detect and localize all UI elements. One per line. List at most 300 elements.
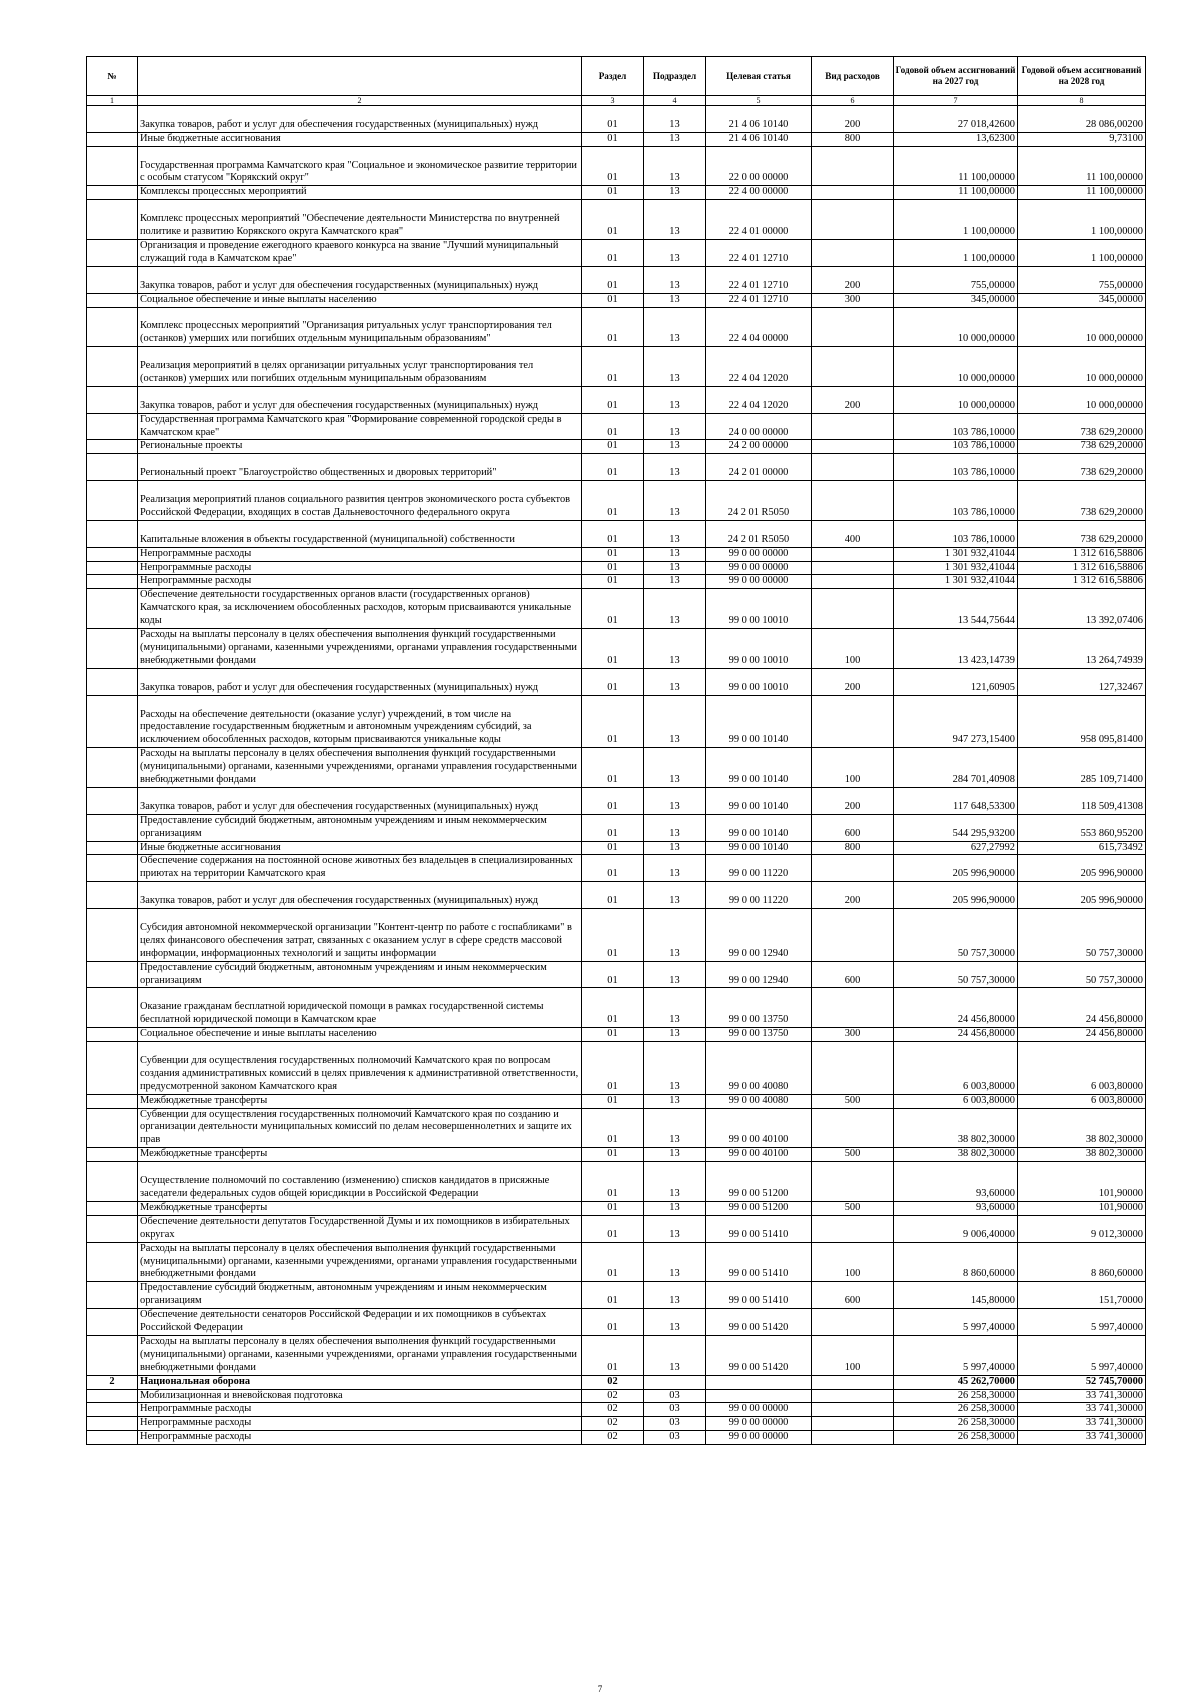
row-expense-type bbox=[812, 413, 894, 440]
row-expense-type bbox=[812, 347, 894, 387]
row-number bbox=[87, 1148, 138, 1162]
table-row bbox=[87, 440, 1146, 454]
table-row bbox=[87, 347, 1146, 387]
row-target-article: 24 2 01 R5050 bbox=[706, 481, 812, 521]
table-body bbox=[87, 106, 1146, 1445]
column-number: 1 bbox=[87, 96, 138, 106]
row-subsection: 13 bbox=[644, 748, 706, 788]
row-name: Субсидия автономной некоммерческой организации "Контент-центр по работе с госпабликами" в целях финансового обеспечения затрат, связанных с оказанием услуг в сфере средств массовой информации, информационных технологий и защиты информации bbox=[138, 909, 582, 962]
row-number bbox=[87, 961, 138, 988]
row-amount-2027: 10 000,00000 bbox=[894, 347, 1018, 387]
row-amount-2028: 6 003,80000 bbox=[1018, 1042, 1146, 1095]
row-target-article: 99 0 00 00000 bbox=[706, 575, 812, 589]
row-name: Обеспечение деятельности государственных органов власти (государственных органов) Камчатского края, за исключением обособленных расходов, которым присваиваются уникальные коды bbox=[138, 589, 582, 629]
row-target-article: 99 0 00 10010 bbox=[706, 589, 812, 629]
row-target-article: 99 0 00 51200 bbox=[706, 1201, 812, 1215]
row-expense-type bbox=[812, 186, 894, 200]
row-number bbox=[87, 814, 138, 841]
row-expense-type bbox=[812, 561, 894, 575]
page-number: 7 bbox=[597, 1684, 603, 1694]
row-section: 01 bbox=[582, 882, 644, 909]
row-amount-2027: 1 100,00000 bbox=[894, 200, 1018, 240]
row-amount-2028: 13 392,07406 bbox=[1018, 589, 1146, 629]
table-row bbox=[87, 855, 1146, 882]
row-subsection: 13 bbox=[644, 814, 706, 841]
row-amount-2027: 26 258,30000 bbox=[894, 1403, 1018, 1417]
row-name: Расходы на обеспечение деятельности (оказание услуг) учреждений, в том числе на предоставление государственным бюджетным и автономным учреждениям субсидий, за исключением обособленных расходов, которым присваиваются уникальные коды bbox=[138, 695, 582, 748]
row-subsection: 13 bbox=[644, 293, 706, 307]
table-row bbox=[87, 1417, 1146, 1431]
table-row bbox=[87, 909, 1146, 962]
row-expense-type: 500 bbox=[812, 1094, 894, 1108]
row-target-article: 99 0 00 40080 bbox=[706, 1094, 812, 1108]
row-expense-type: 100 bbox=[812, 1335, 894, 1375]
row-section: 01 bbox=[582, 386, 644, 413]
row-subsection: 13 bbox=[644, 1028, 706, 1042]
row-amount-2027: 38 802,30000 bbox=[894, 1108, 1018, 1148]
row-expense-type bbox=[812, 1431, 894, 1445]
table-row bbox=[87, 520, 1146, 547]
row-number bbox=[87, 106, 138, 133]
row-number bbox=[87, 239, 138, 266]
row-target-article: 99 0 00 51420 bbox=[706, 1309, 812, 1336]
row-subsection: 03 bbox=[644, 1417, 706, 1431]
row-amount-2028: 33 741,30000 bbox=[1018, 1403, 1146, 1417]
row-number bbox=[87, 440, 138, 454]
row-subsection: 13 bbox=[644, 855, 706, 882]
row-section: 01 bbox=[582, 961, 644, 988]
row-amount-2028: 738 629,20000 bbox=[1018, 440, 1146, 454]
table-row bbox=[87, 1162, 1146, 1202]
row-amount-2028: 10 000,00000 bbox=[1018, 347, 1146, 387]
row-target-article: 22 4 00 00000 bbox=[706, 186, 812, 200]
row-name: Расходы на выплаты персоналу в целях обеспечения выполнения функций государственными (муниципальными) органами, казенными учреждениями, органами управления государственными внебюджетными фондами bbox=[138, 1335, 582, 1375]
row-expense-type: 600 bbox=[812, 1282, 894, 1309]
row-expense-type: 800 bbox=[812, 132, 894, 146]
row-section: 02 bbox=[582, 1403, 644, 1417]
row-section: 01 bbox=[582, 1162, 644, 1202]
table-row bbox=[87, 454, 1146, 481]
row-target-article: 22 4 01 00000 bbox=[706, 200, 812, 240]
row-subsection: 13 bbox=[644, 347, 706, 387]
row-amount-2028: 10 000,00000 bbox=[1018, 307, 1146, 347]
row-subsection: 13 bbox=[644, 1162, 706, 1202]
column-number-row bbox=[87, 96, 1146, 106]
row-number bbox=[87, 695, 138, 748]
row-subsection: 13 bbox=[644, 787, 706, 814]
row-name: Непрограммные расходы bbox=[138, 1431, 582, 1445]
row-number bbox=[87, 307, 138, 347]
row-expense-type: 300 bbox=[812, 293, 894, 307]
row-name: Межбюджетные трансферты bbox=[138, 1201, 582, 1215]
row-subsection: 13 bbox=[644, 454, 706, 481]
row-target-article: 99 0 00 40100 bbox=[706, 1108, 812, 1148]
table-row bbox=[87, 106, 1146, 133]
row-section: 01 bbox=[582, 520, 644, 547]
row-section: 01 bbox=[582, 1148, 644, 1162]
table-row bbox=[87, 413, 1146, 440]
row-subsection: 13 bbox=[644, 1215, 706, 1242]
row-amount-2027: 117 648,53300 bbox=[894, 787, 1018, 814]
row-amount-2027: 947 273,15400 bbox=[894, 695, 1018, 748]
row-amount-2028: 101,90000 bbox=[1018, 1201, 1146, 1215]
row-section: 01 bbox=[582, 909, 644, 962]
row-number bbox=[87, 748, 138, 788]
row-amount-2027: 50 757,30000 bbox=[894, 961, 1018, 988]
row-name: Обеспечение деятельности сенаторов Российской Федерации и их помощников в субъектах Российской Федерации bbox=[138, 1309, 582, 1336]
table-row bbox=[87, 146, 1146, 186]
row-target-article: 99 0 00 10010 bbox=[706, 629, 812, 669]
column-number: 3 bbox=[582, 96, 644, 106]
row-amount-2027: 9 006,40000 bbox=[894, 1215, 1018, 1242]
row-target-article: 99 0 00 00000 bbox=[706, 1403, 812, 1417]
row-expense-type: 800 bbox=[812, 841, 894, 855]
header-amount-2027: Годовой объем ассигнований на 2027 год bbox=[894, 57, 1018, 96]
row-number bbox=[87, 882, 138, 909]
row-section: 01 bbox=[582, 1201, 644, 1215]
row-section: 01 bbox=[582, 841, 644, 855]
row-number bbox=[87, 293, 138, 307]
row-section: 01 bbox=[582, 575, 644, 589]
row-expense-type: 100 bbox=[812, 748, 894, 788]
table-row bbox=[87, 132, 1146, 146]
table-row bbox=[87, 1431, 1146, 1445]
row-subsection: 13 bbox=[644, 1335, 706, 1375]
row-subsection: 13 bbox=[644, 575, 706, 589]
row-amount-2028: 738 629,20000 bbox=[1018, 481, 1146, 521]
row-expense-type: 200 bbox=[812, 787, 894, 814]
row-target-article: 22 4 04 12020 bbox=[706, 347, 812, 387]
row-amount-2027: 103 786,10000 bbox=[894, 454, 1018, 481]
row-expense-type bbox=[812, 695, 894, 748]
row-amount-2027: 6 003,80000 bbox=[894, 1042, 1018, 1095]
row-section: 01 bbox=[582, 748, 644, 788]
row-amount-2028: 205 996,90000 bbox=[1018, 882, 1146, 909]
row-amount-2028: 958 095,81400 bbox=[1018, 695, 1146, 748]
row-amount-2027: 11 100,00000 bbox=[894, 186, 1018, 200]
row-amount-2027: 755,00000 bbox=[894, 266, 1018, 293]
row-number bbox=[87, 855, 138, 882]
row-section: 01 bbox=[582, 1215, 644, 1242]
row-number bbox=[87, 1042, 138, 1095]
table-row bbox=[87, 293, 1146, 307]
row-amount-2028: 11 100,00000 bbox=[1018, 186, 1146, 200]
row-number bbox=[87, 454, 138, 481]
row-name: Государственная программа Камчатского края "Социальное и экономическое развитие территории с особым статусом "Корякский округ" bbox=[138, 146, 582, 186]
row-expense-type: 500 bbox=[812, 1148, 894, 1162]
row-amount-2028: 38 802,30000 bbox=[1018, 1148, 1146, 1162]
row-number bbox=[87, 909, 138, 962]
row-amount-2028: 1 312 616,58806 bbox=[1018, 547, 1146, 561]
header-row bbox=[87, 57, 1146, 96]
row-subsection: 13 bbox=[644, 547, 706, 561]
row-number bbox=[87, 575, 138, 589]
row-number bbox=[87, 520, 138, 547]
table-row bbox=[87, 748, 1146, 788]
row-section: 01 bbox=[582, 200, 644, 240]
row-target-article: 22 4 01 12710 bbox=[706, 293, 812, 307]
row-amount-2028: 151,70000 bbox=[1018, 1282, 1146, 1309]
row-name: Осуществление полномочий по составлению (изменению) списков кандидатов в присяжные заседатели федеральных судов общей юрисдикции в Российской Федерации bbox=[138, 1162, 582, 1202]
row-amount-2027: 1 100,00000 bbox=[894, 239, 1018, 266]
row-number bbox=[87, 668, 138, 695]
row-amount-2028: 285 109,71400 bbox=[1018, 748, 1146, 788]
row-expense-type: 500 bbox=[812, 1201, 894, 1215]
row-amount-2028: 9 012,30000 bbox=[1018, 1215, 1146, 1242]
row-amount-2028: 738 629,20000 bbox=[1018, 520, 1146, 547]
row-expense-type bbox=[812, 1162, 894, 1202]
row-amount-2027: 10 000,00000 bbox=[894, 307, 1018, 347]
row-section: 01 bbox=[582, 440, 644, 454]
row-name: Реализация мероприятий планов социального развития центров экономического роста субъектов Российской Федерации, входящих в состав Дальневосточного федерального округа bbox=[138, 481, 582, 521]
row-section: 01 bbox=[582, 307, 644, 347]
row-target-article: 99 0 00 00000 bbox=[706, 1417, 812, 1431]
row-amount-2027: 13 423,14739 bbox=[894, 629, 1018, 669]
row-section: 01 bbox=[582, 1282, 644, 1309]
table-row bbox=[87, 200, 1146, 240]
row-subsection: 13 bbox=[644, 106, 706, 133]
row-amount-2027: 50 757,30000 bbox=[894, 909, 1018, 962]
row-name: Обеспечение деятельности депутатов Государственной Думы и их помощников в избирательных округах bbox=[138, 1215, 582, 1242]
row-target-article: 99 0 00 10140 bbox=[706, 748, 812, 788]
row-expense-type: 200 bbox=[812, 386, 894, 413]
row-amount-2028: 11 100,00000 bbox=[1018, 146, 1146, 186]
row-amount-2028: 24 456,80000 bbox=[1018, 988, 1146, 1028]
row-name: Непрограммные расходы bbox=[138, 575, 582, 589]
row-name: Региональный проект "Благоустройство общественных и дворовых территорий" bbox=[138, 454, 582, 481]
row-expense-type bbox=[812, 200, 894, 240]
row-subsection: 13 bbox=[644, 186, 706, 200]
row-name: Закупка товаров, работ и услуг для обеспечения государственных (муниципальных) нужд bbox=[138, 882, 582, 909]
row-subsection: 13 bbox=[644, 1309, 706, 1336]
row-expense-type bbox=[812, 909, 894, 962]
row-number bbox=[87, 1028, 138, 1042]
row-amount-2028: 9,73100 bbox=[1018, 132, 1146, 146]
row-amount-2027: 24 456,80000 bbox=[894, 1028, 1018, 1042]
row-subsection: 13 bbox=[644, 440, 706, 454]
column-number: 7 bbox=[894, 96, 1018, 106]
row-amount-2028: 38 802,30000 bbox=[1018, 1108, 1146, 1148]
row-number bbox=[87, 1108, 138, 1148]
header-number: № bbox=[87, 57, 138, 96]
row-target-article: 99 0 00 51410 bbox=[706, 1215, 812, 1242]
row-expense-type bbox=[812, 1375, 894, 1389]
row-number bbox=[87, 589, 138, 629]
row-amount-2027: 11 100,00000 bbox=[894, 146, 1018, 186]
row-amount-2027: 103 786,10000 bbox=[894, 440, 1018, 454]
row-section: 01 bbox=[582, 186, 644, 200]
row-target-article: 22 4 04 12020 bbox=[706, 386, 812, 413]
table-row bbox=[87, 186, 1146, 200]
row-number bbox=[87, 1242, 138, 1282]
row-amount-2028: 8 860,60000 bbox=[1018, 1242, 1146, 1282]
row-amount-2028: 738 629,20000 bbox=[1018, 454, 1146, 481]
row-expense-type: 200 bbox=[812, 882, 894, 909]
row-amount-2028: 50 757,30000 bbox=[1018, 909, 1146, 962]
row-target-article: 24 2 01 00000 bbox=[706, 454, 812, 481]
row-expense-type bbox=[812, 307, 894, 347]
row-subsection: 13 bbox=[644, 1242, 706, 1282]
row-section: 01 bbox=[582, 988, 644, 1028]
row-target-article: 99 0 00 40080 bbox=[706, 1042, 812, 1095]
row-amount-2028: 205 996,90000 bbox=[1018, 855, 1146, 882]
table-row bbox=[87, 1042, 1146, 1095]
row-section: 01 bbox=[582, 1108, 644, 1148]
row-expense-type bbox=[812, 1215, 894, 1242]
row-subsection: 13 bbox=[644, 589, 706, 629]
table-row bbox=[87, 1375, 1146, 1389]
column-number: 4 bbox=[644, 96, 706, 106]
row-section: 01 bbox=[582, 413, 644, 440]
row-expense-type bbox=[812, 1417, 894, 1431]
row-section: 01 bbox=[582, 629, 644, 669]
row-section: 01 bbox=[582, 146, 644, 186]
row-name: Обеспечение содержания на постоянной основе животных без владельцев в специализированных приютах на территории Камчатского края bbox=[138, 855, 582, 882]
row-name: Мобилизационная и вневойсковая подготовка bbox=[138, 1389, 582, 1403]
row-expense-type: 400 bbox=[812, 520, 894, 547]
row-target-article: 99 0 00 12940 bbox=[706, 961, 812, 988]
row-subsection: 13 bbox=[644, 520, 706, 547]
row-amount-2027: 93,60000 bbox=[894, 1201, 1018, 1215]
row-number bbox=[87, 1162, 138, 1202]
row-name: Закупка товаров, работ и услуг для обеспечения государственных (муниципальных) нужд bbox=[138, 668, 582, 695]
row-subsection: 13 bbox=[644, 239, 706, 266]
row-expense-type: 100 bbox=[812, 629, 894, 669]
row-number bbox=[87, 1431, 138, 1445]
row-section: 01 bbox=[582, 1335, 644, 1375]
table-row bbox=[87, 814, 1146, 841]
row-subsection: 13 bbox=[644, 629, 706, 669]
row-section: 01 bbox=[582, 1309, 644, 1336]
table-row bbox=[87, 629, 1146, 669]
row-name: Региональные проекты bbox=[138, 440, 582, 454]
row-name: Предоставление субсидий бюджетным, автономным учреждениям и иным некоммерческим организациям bbox=[138, 814, 582, 841]
row-subsection: 03 bbox=[644, 1403, 706, 1417]
row-amount-2028: 13 264,74939 bbox=[1018, 629, 1146, 669]
header-subsection: Подраздел bbox=[644, 57, 706, 96]
row-target-article: 99 0 00 13750 bbox=[706, 988, 812, 1028]
row-expense-type bbox=[812, 589, 894, 629]
row-amount-2027: 26 258,30000 bbox=[894, 1389, 1018, 1403]
row-subsection: 13 bbox=[644, 988, 706, 1028]
row-expense-type: 600 bbox=[812, 961, 894, 988]
row-number: 2 bbox=[87, 1375, 138, 1389]
row-amount-2027: 24 456,80000 bbox=[894, 988, 1018, 1028]
row-name: Расходы на выплаты персоналу в целях обеспечения выполнения функций государственными (муниципальными) органами, казенными учреждениями, органами управления государственными внебюджетными фондами bbox=[138, 748, 582, 788]
table-row bbox=[87, 841, 1146, 855]
row-section: 01 bbox=[582, 668, 644, 695]
header-section: Раздел bbox=[582, 57, 644, 96]
row-subsection: 13 bbox=[644, 668, 706, 695]
row-subsection: 13 bbox=[644, 266, 706, 293]
row-number bbox=[87, 186, 138, 200]
row-amount-2027: 26 258,30000 bbox=[894, 1431, 1018, 1445]
table-row bbox=[87, 1335, 1146, 1375]
row-name: Организация и проведение ежегодного краевого конкурса на звание "Лучший муниципальный служащий года в Камчатском крае" bbox=[138, 239, 582, 266]
row-expense-type bbox=[812, 239, 894, 266]
row-expense-type bbox=[812, 1108, 894, 1148]
row-name: Предоставление субсидий бюджетным, автономным учреждениям и иным некоммерческим организациям bbox=[138, 961, 582, 988]
row-expense-type bbox=[812, 454, 894, 481]
row-section: 01 bbox=[582, 239, 644, 266]
row-section: 01 bbox=[582, 589, 644, 629]
row-target-article: 21 4 06 10140 bbox=[706, 132, 812, 146]
row-amount-2027: 627,27992 bbox=[894, 841, 1018, 855]
row-amount-2027: 345,00000 bbox=[894, 293, 1018, 307]
row-target-article bbox=[706, 1375, 812, 1389]
row-amount-2027: 13 544,75644 bbox=[894, 589, 1018, 629]
row-name: Расходы на выплаты персоналу в целях обеспечения выполнения функций государственными (муниципальными) органами, казенными учреждениями, органами управления государственными внебюджетными фондами bbox=[138, 1242, 582, 1282]
row-name: Государственная программа Камчатского края "Формирование современной городской среды в Камчатском крае" bbox=[138, 413, 582, 440]
row-subsection: 03 bbox=[644, 1389, 706, 1403]
row-subsection: 13 bbox=[644, 1042, 706, 1095]
header-name bbox=[138, 57, 582, 96]
row-expense-type: 300 bbox=[812, 1028, 894, 1042]
row-name: Социальное обеспечение и иные выплаты населению bbox=[138, 293, 582, 307]
row-expense-type bbox=[812, 440, 894, 454]
row-section: 02 bbox=[582, 1417, 644, 1431]
row-subsection: 13 bbox=[644, 882, 706, 909]
table-row bbox=[87, 1389, 1146, 1403]
row-expense-type bbox=[812, 855, 894, 882]
header-amount-2028: Годовой объем ассигнований на 2028 год bbox=[1018, 57, 1146, 96]
row-number bbox=[87, 386, 138, 413]
table-row bbox=[87, 307, 1146, 347]
row-number bbox=[87, 561, 138, 575]
table-row bbox=[87, 1201, 1146, 1215]
row-subsection: 13 bbox=[644, 1108, 706, 1148]
row-name: Иные бюджетные ассигнования bbox=[138, 132, 582, 146]
table-row bbox=[87, 1282, 1146, 1309]
row-target-article: 22 4 01 12710 bbox=[706, 239, 812, 266]
row-amount-2027: 103 786,10000 bbox=[894, 520, 1018, 547]
row-name: Социальное обеспечение и иные выплаты населению bbox=[138, 1028, 582, 1042]
row-number bbox=[87, 841, 138, 855]
row-section: 01 bbox=[582, 1242, 644, 1282]
row-expense-type bbox=[812, 1389, 894, 1403]
row-amount-2028: 615,73492 bbox=[1018, 841, 1146, 855]
row-amount-2028: 1 312 616,58806 bbox=[1018, 575, 1146, 589]
table-row bbox=[87, 1309, 1146, 1336]
row-expense-type bbox=[812, 988, 894, 1028]
table-row bbox=[87, 1215, 1146, 1242]
row-target-article: 22 4 01 12710 bbox=[706, 266, 812, 293]
row-target-article: 99 0 00 10140 bbox=[706, 841, 812, 855]
row-name: Субвенции для осуществления государственных полномочий Камчатского края по созданию и организации деятельности муниципальных комиссий по делам несовершеннолетних и защите их прав bbox=[138, 1108, 582, 1148]
row-amount-2028: 118 509,41308 bbox=[1018, 787, 1146, 814]
row-amount-2028: 345,00000 bbox=[1018, 293, 1146, 307]
row-target-article: 99 0 00 12940 bbox=[706, 909, 812, 962]
row-target-article: 99 0 00 10140 bbox=[706, 814, 812, 841]
row-amount-2028: 1 312 616,58806 bbox=[1018, 561, 1146, 575]
row-name: Непрограммные расходы bbox=[138, 1403, 582, 1417]
row-section: 01 bbox=[582, 1094, 644, 1108]
row-number bbox=[87, 1215, 138, 1242]
row-number bbox=[87, 1417, 138, 1431]
row-name: Капитальные вложения в объекты государственной (муниципальной) собственности bbox=[138, 520, 582, 547]
row-expense-type bbox=[812, 1403, 894, 1417]
table-row bbox=[87, 1242, 1146, 1282]
row-subsection: 13 bbox=[644, 146, 706, 186]
budget-table bbox=[86, 56, 1146, 1445]
table-row bbox=[87, 589, 1146, 629]
row-section: 01 bbox=[582, 787, 644, 814]
row-amount-2028: 755,00000 bbox=[1018, 266, 1146, 293]
row-subsection: 03 bbox=[644, 1431, 706, 1445]
row-subsection: 13 bbox=[644, 1094, 706, 1108]
row-section: 01 bbox=[582, 1042, 644, 1095]
row-subsection: 13 bbox=[644, 132, 706, 146]
